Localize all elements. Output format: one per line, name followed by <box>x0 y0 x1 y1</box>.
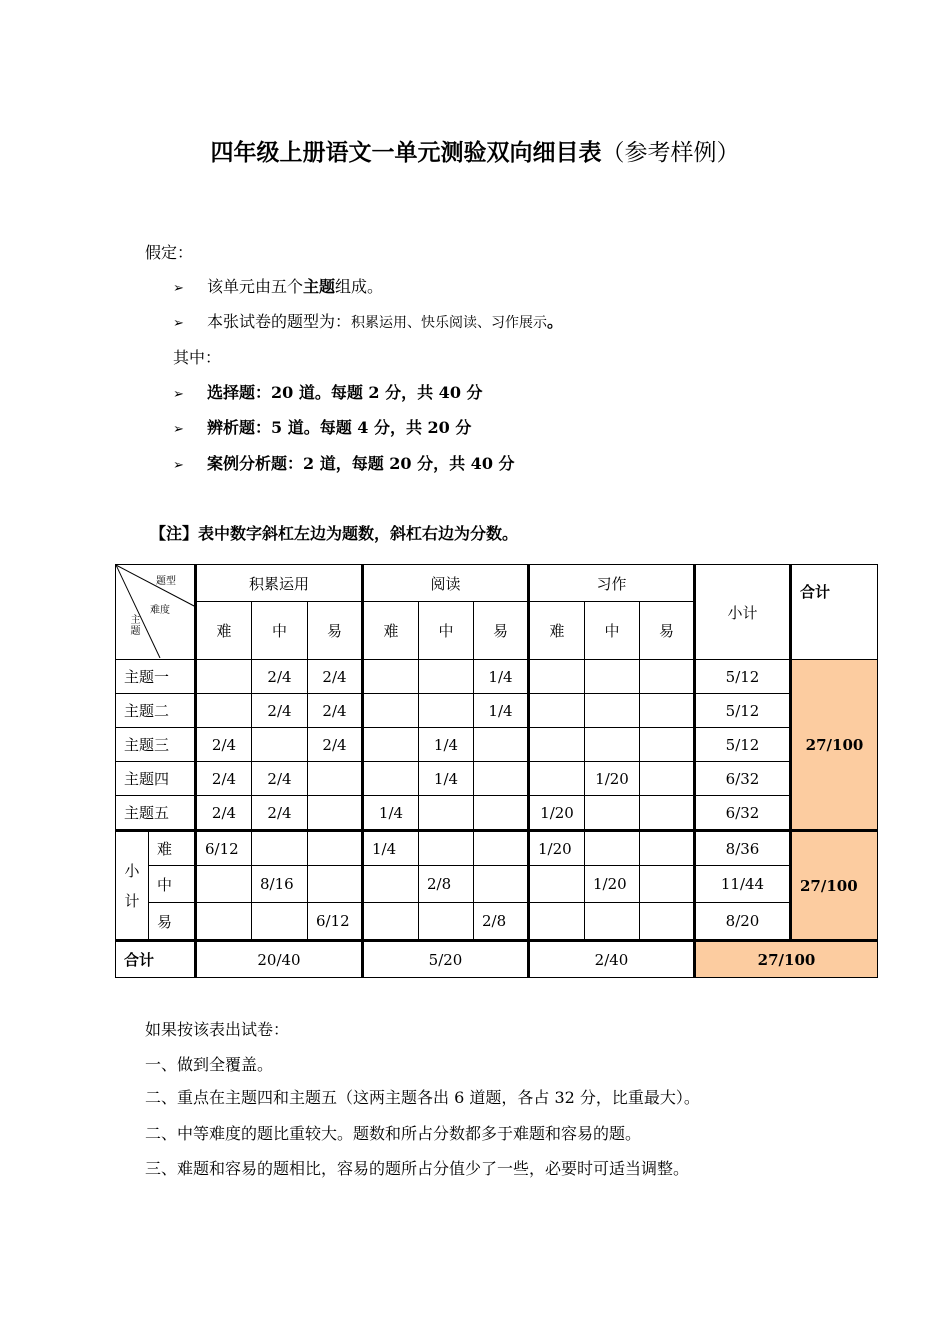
table-cell <box>585 694 640 728</box>
after-point-1: 一、做到全覆盖。 <box>145 1055 274 1074</box>
bullet-item-5: ➢ 案例分析题：2 道，每题 20 分，共 40 分 <box>173 454 515 473</box>
level-header: 易 <box>308 602 363 660</box>
bullet-item-1: ➢ 该单元由五个主题组成。 <box>173 277 384 296</box>
row-label: 易 <box>149 903 196 941</box>
table-cell <box>474 762 529 796</box>
table-cell: 1/4 <box>363 796 419 831</box>
table-cell: 2/8 <box>474 903 529 941</box>
subtotal-row-label <box>116 831 149 941</box>
table-row <box>116 728 878 762</box>
arrow-bullet-icon: ➢ <box>173 316 184 331</box>
table-cell <box>640 660 695 694</box>
corner-header <box>116 565 196 660</box>
table-cell: 2/4 <box>252 796 308 831</box>
among-label: 其中： <box>173 348 222 367</box>
level-header: 难 <box>363 602 419 660</box>
table-cell <box>308 866 363 903</box>
table-cell: 1/4 <box>474 694 529 728</box>
table-cell: 2/4 <box>308 694 363 728</box>
subtotal-cell: 5/12 <box>695 694 791 728</box>
subtotal-label-char: 小计 <box>124 861 140 910</box>
table-row <box>116 903 878 941</box>
table-cell: 6/12 <box>196 831 252 866</box>
group-header: 习作 <box>529 565 695 602</box>
table-cell: 2/8 <box>419 866 474 903</box>
corner-difficulty-label: 难度 <box>150 605 170 616</box>
row-label: 主题三 <box>116 728 196 762</box>
table-cell <box>585 903 640 941</box>
level-total-cell: 27/100 <box>791 831 878 941</box>
subtotal-cell: 11/44 <box>695 866 791 903</box>
table-cell: 2/4 <box>196 796 252 831</box>
level-header: 中 <box>419 602 474 660</box>
page-title <box>0 134 950 167</box>
table-cell <box>529 728 585 762</box>
table-cell <box>363 660 419 694</box>
table-cell <box>640 866 695 903</box>
table-cell <box>363 866 419 903</box>
table-cell <box>363 762 419 796</box>
topic-total-cell: 27/100 <box>791 660 878 831</box>
subtotal-cell: 5/12 <box>695 660 791 694</box>
group-header: 积累运用 <box>196 565 363 602</box>
table-row <box>116 866 878 903</box>
table-cell <box>585 728 640 762</box>
after-point-2: 二、重点在主题四和主题五（这两主题各出 6 道题，各占 32 分，比重最大）。 <box>145 1088 700 1107</box>
grand-total-cell: 27/100 <box>695 941 878 978</box>
table-cell <box>640 728 695 762</box>
table-cell <box>640 694 695 728</box>
table-cell: 1/4 <box>474 660 529 694</box>
arrow-bullet-icon: ➢ <box>173 458 184 473</box>
table-cell <box>252 728 308 762</box>
table-cell: 6/12 <box>308 903 363 941</box>
table-row <box>116 660 878 694</box>
title-main: 四年级上册语文一单元测验双向细目表 <box>210 140 602 166</box>
row-label: 中 <box>149 866 196 903</box>
table-cell <box>252 903 308 941</box>
table-cell: 2/4 <box>308 660 363 694</box>
table-cell: 1/4 <box>419 762 474 796</box>
table-cell <box>529 762 585 796</box>
table-cell <box>529 660 585 694</box>
table-cell <box>363 694 419 728</box>
table-cell: 1/20 <box>529 831 585 866</box>
level-header: 难 <box>196 602 252 660</box>
table-cell <box>308 831 363 866</box>
specification-table <box>115 564 878 978</box>
level-header: 易 <box>640 602 695 660</box>
level-header: 中 <box>252 602 308 660</box>
table-cell <box>474 728 529 762</box>
subtotal-cell: 5/12 <box>695 728 791 762</box>
table-cell <box>363 728 419 762</box>
row-label: 主题五 <box>116 796 196 831</box>
table-cell <box>308 796 363 831</box>
table-row <box>116 694 878 728</box>
row-label: 主题一 <box>116 660 196 694</box>
table-cell <box>196 866 252 903</box>
group-header: 阅读 <box>363 565 529 602</box>
arrow-bullet-icon: ➢ <box>173 281 184 296</box>
title-paren: （参考样例） <box>601 140 740 166</box>
row-label: 难 <box>149 831 196 866</box>
table-cell: 1/4 <box>419 728 474 762</box>
table-cell <box>196 660 252 694</box>
subtotal-cell: 6/32 <box>695 796 791 831</box>
table-cell <box>640 831 695 866</box>
arrow-bullet-icon: ➢ <box>173 422 184 437</box>
table-cell <box>363 903 419 941</box>
table-cell: 8/16 <box>252 866 308 903</box>
table-cell: 2/4 <box>252 660 308 694</box>
table-cell <box>640 762 695 796</box>
group-total-cell: 2/40 <box>529 941 695 978</box>
table-cell <box>585 660 640 694</box>
corner-topic-label: 主题 <box>130 615 141 637</box>
row-label: 主题四 <box>116 762 196 796</box>
bullet-item-2: ➢ 本张试卷的题型为：积累运用、快乐阅读、习作展示。 <box>173 312 564 331</box>
subtotal-cell: 8/20 <box>695 903 791 941</box>
table-cell <box>196 903 252 941</box>
table-cell <box>640 796 695 831</box>
total-header: 合计 <box>791 565 878 660</box>
table-cell <box>585 831 640 866</box>
table-cell: 1/20 <box>585 866 640 903</box>
table-cell <box>419 796 474 831</box>
table-cell: 2/4 <box>196 762 252 796</box>
arrow-bullet-icon: ➢ <box>173 387 184 402</box>
after-intro: 如果按该表出试卷： <box>145 1020 290 1039</box>
group-total-cell: 5/20 <box>363 941 529 978</box>
after-point-3: 二、中等难度的题比重较大。题数和所占分数都多于难题和容易的题。 <box>145 1124 642 1143</box>
subtotal-cell: 8/36 <box>695 831 791 866</box>
table-cell <box>474 866 529 903</box>
table-cell <box>308 762 363 796</box>
table-note: 【注】表中数字斜杠左边为题数，斜杠右边为分数。 <box>150 524 519 543</box>
subtotal-header: 小计 <box>695 565 791 660</box>
table-cell <box>196 694 252 728</box>
level-header: 易 <box>474 602 529 660</box>
table-cell: 2/4 <box>252 694 308 728</box>
table-cell <box>419 903 474 941</box>
after-point-4: 三、难题和容易的题相比，容易的题所占分值少了一些，必要时可适当调整。 <box>145 1159 690 1178</box>
table-cell <box>529 694 585 728</box>
level-header: 难 <box>529 602 585 660</box>
table-cell: 1/4 <box>363 831 419 866</box>
table-cell: 2/4 <box>308 728 363 762</box>
bullet-item-4: ➢ 辨析题：5 道。每题 4 分，共 20 分 <box>173 418 472 437</box>
row-label: 合计 <box>116 941 196 978</box>
table-cell <box>419 831 474 866</box>
subtotal-cell: 6/32 <box>695 762 791 796</box>
table-cell: 2/4 <box>196 728 252 762</box>
table-cell <box>419 694 474 728</box>
table-cell: 1/20 <box>585 762 640 796</box>
table-cell <box>474 796 529 831</box>
assume-label: 假定： <box>145 243 194 262</box>
table-row <box>116 831 878 866</box>
table-cell <box>419 660 474 694</box>
table-row <box>116 796 878 831</box>
table-cell <box>529 866 585 903</box>
table-cell <box>529 903 585 941</box>
table-row <box>116 762 878 796</box>
table-row <box>116 941 878 978</box>
level-header: 中 <box>585 602 640 660</box>
bullet-item-3: ➢ 选择题：20 道。每题 2 分，共 40 分 <box>173 383 483 402</box>
corner-type-label: 题型 <box>156 576 176 587</box>
table-cell <box>474 831 529 866</box>
row-label: 主题二 <box>116 694 196 728</box>
table-cell: 2/4 <box>252 762 308 796</box>
group-total-cell: 20/40 <box>196 941 363 978</box>
table-cell: 1/20 <box>529 796 585 831</box>
table-cell <box>640 903 695 941</box>
table-cell <box>252 831 308 866</box>
table-cell <box>585 796 640 831</box>
